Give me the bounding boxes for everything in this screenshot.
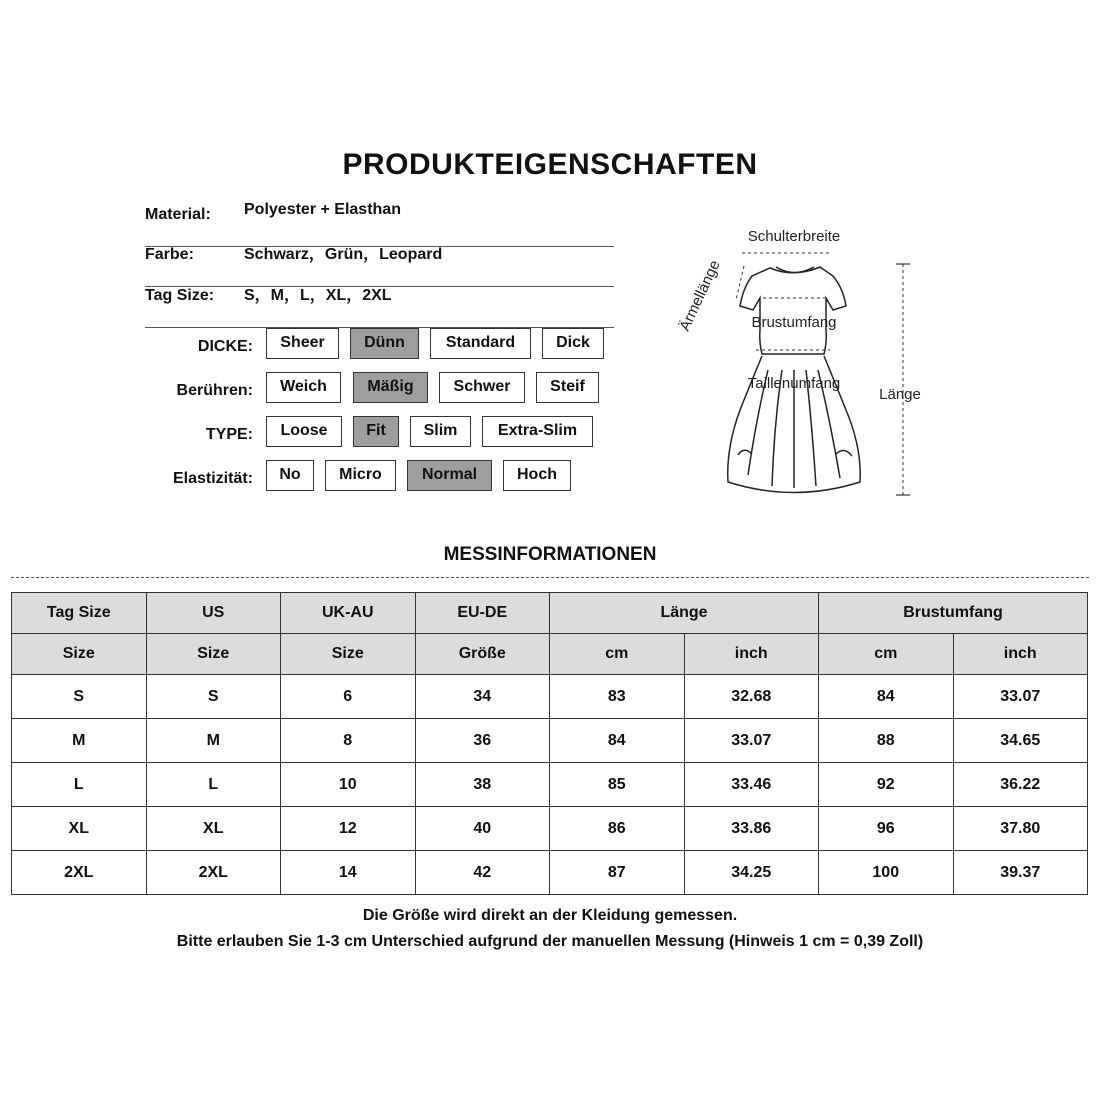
table-cell: 6: [281, 675, 416, 719]
option-fit: Fit: [353, 416, 399, 447]
property-value: Polyester + Elasthan: [244, 201, 401, 218]
header-cell: US: [146, 593, 281, 634]
table-cell: 85: [550, 763, 685, 807]
attribute-label: Berühren:: [176, 382, 253, 399]
option-loose: Loose: [266, 416, 342, 447]
table-cell: 36: [415, 719, 550, 763]
option-extra-slim: Extra-Slim: [482, 416, 593, 447]
table-cell: XL: [146, 807, 281, 851]
header-cell: Tag Size: [12, 593, 147, 634]
table-cell: 87: [550, 851, 685, 895]
property-value: S，M，L，XL，2XL: [244, 287, 392, 304]
section-title-measurements: MESSINFORMATIONEN: [443, 544, 657, 565]
label-bust: Brustumfang: [751, 314, 837, 331]
header-cell: UK-AU: [281, 593, 416, 634]
table-row: [12, 675, 1088, 719]
attribute-label: DICKE:: [197, 338, 253, 355]
option-micro: Micro: [325, 460, 396, 491]
table-cell: 34.25: [684, 851, 819, 895]
property-row-tag-size: [145, 287, 614, 328]
header-cell: inch: [953, 634, 1088, 675]
table-cell: 2XL: [146, 851, 281, 895]
option-steif: Steif: [536, 372, 599, 403]
option-dick: Dick: [542, 328, 604, 359]
table-cell: S: [146, 675, 281, 719]
note-tolerance: Bitte erlauben Sie 1-3 cm Unterschied aufgrund der manuellen Messung (Hinweis 1 cm = 0,39 Zoll): [176, 933, 924, 950]
header-cell: cm: [550, 634, 685, 675]
label-length: Länge: [879, 386, 921, 403]
attribute-label: Elastizität:: [172, 470, 253, 487]
table-cell: 33.07: [684, 719, 819, 763]
table-cell: 14: [281, 851, 416, 895]
table-cell: 33.86: [684, 807, 819, 851]
option-maessig: Mäßig: [353, 372, 428, 403]
table-cell: 36.22: [953, 763, 1088, 807]
table-cell: XL: [12, 807, 147, 851]
label-sleeve-length: Ärmellänge: [676, 257, 724, 334]
table-cell: 92: [819, 763, 954, 807]
table-cell: 12: [281, 807, 416, 851]
table-cell: 40: [415, 807, 550, 851]
table-row: [12, 763, 1088, 807]
table-cell: 83: [550, 675, 685, 719]
table-subheader-row: [12, 634, 1088, 675]
option-no: No: [266, 460, 314, 491]
label-waist: Taillenumfang: [747, 375, 841, 392]
header-cell: Größe: [415, 634, 550, 675]
attribute-label: TYPE:: [205, 426, 253, 443]
table-cell: 88: [819, 719, 954, 763]
property-label: Farbe:: [145, 246, 194, 263]
table-cell: 33.46: [684, 763, 819, 807]
option-hoch: Hoch: [503, 460, 571, 491]
dress-measurement-diagram: [660, 220, 960, 510]
table-header-row: [12, 593, 1088, 634]
option-schwer: Schwer: [439, 372, 525, 403]
table-cell: L: [12, 763, 147, 807]
table-cell: 34: [415, 675, 550, 719]
header-cell: Size: [281, 634, 416, 675]
table-cell: L: [146, 763, 281, 807]
table-cell: 2XL: [12, 851, 147, 895]
table-cell: 32.68: [684, 675, 819, 719]
table-cell: 8: [281, 719, 416, 763]
option-standard: Standard: [430, 328, 531, 359]
property-row-color: [145, 246, 614, 287]
header-cell: Size: [12, 634, 147, 675]
table-row: [12, 719, 1088, 763]
table-row: [12, 807, 1088, 851]
option-normal: Normal: [407, 460, 492, 491]
header-cell: Size: [146, 634, 281, 675]
property-value: Schwarz，Grün，Leopard: [244, 246, 443, 263]
header-cell: inch: [684, 634, 819, 675]
table-row: [12, 851, 1088, 895]
size-table: [11, 592, 1088, 895]
header-cell: Länge: [550, 593, 819, 634]
table-cell: 84: [550, 719, 685, 763]
header-cell: Brustumfang: [819, 593, 1088, 634]
property-label: Tag Size:: [145, 287, 215, 304]
table-cell: M: [12, 719, 147, 763]
table-cell: 39.37: [953, 851, 1088, 895]
option-weich: Weich: [266, 372, 341, 403]
table-cell: 33.07: [953, 675, 1088, 719]
option-duenn: Dünn: [350, 328, 419, 359]
table-cell: 84: [819, 675, 954, 719]
table-cell: M: [146, 719, 281, 763]
table-cell: 34.65: [953, 719, 1088, 763]
option-slim: Slim: [410, 416, 471, 447]
property-label: Material:: [145, 206, 211, 223]
table-cell: 86: [550, 807, 685, 851]
note-measurement: Die Größe wird direkt an der Kleidung gemessen.: [362, 907, 738, 924]
table-cell: 10: [281, 763, 416, 807]
header-cell: EU-DE: [415, 593, 550, 634]
option-sheer: Sheer: [266, 328, 339, 359]
table-cell: 42: [415, 851, 550, 895]
page-title: PRODUKTEIGENSCHAFTEN: [342, 148, 758, 181]
header-cell: cm: [819, 634, 954, 675]
label-shoulder-width: Schulterbreite: [747, 228, 841, 245]
table-cell: 96: [819, 807, 954, 851]
table-cell: S: [12, 675, 147, 719]
table-cell: 100: [819, 851, 954, 895]
table-cell: 37.80: [953, 807, 1088, 851]
dashed-divider: [11, 577, 1089, 578]
table-cell: 38: [415, 763, 550, 807]
